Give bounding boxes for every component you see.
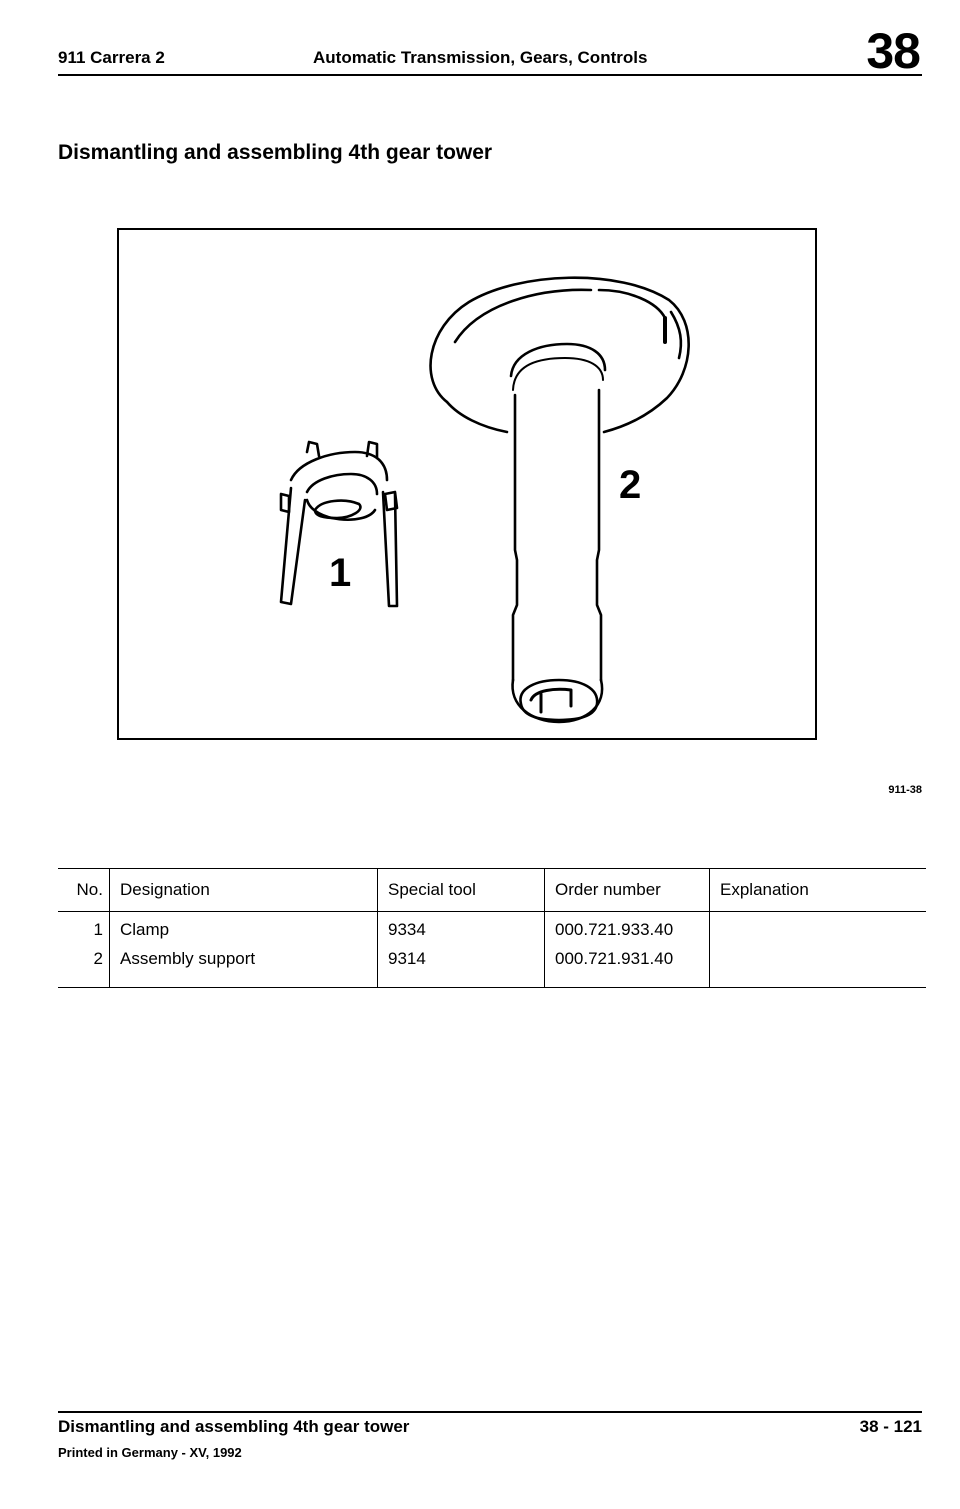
page-title: Dismantling and assembling 4th gear tower	[58, 141, 493, 164]
header-group-number: 38	[866, 23, 920, 79]
col-header-special-tool: Special tool	[378, 869, 545, 912]
col-header-order-number: Order number	[545, 869, 710, 912]
cell-special-tool: 9314	[378, 949, 545, 988]
col-header-designation: Designation	[110, 869, 378, 912]
cell-order-number: 000.721.933.40	[545, 912, 710, 950]
col-header-no: No.	[58, 869, 110, 912]
tool-drawing	[119, 230, 815, 738]
tool-illustration	[117, 228, 817, 740]
special-tools-table	[58, 868, 926, 988]
cell-explanation	[710, 912, 927, 950]
table-row	[58, 949, 926, 988]
cell-special-tool: 9334	[378, 912, 545, 950]
col-header-explanation: Explanation	[720, 880, 809, 899]
cell-no: 2	[58, 949, 110, 988]
cell-no: 1	[58, 912, 110, 950]
header-section: Automatic Transmission, Gears, Controls	[313, 48, 648, 67]
assembly-support-drawing	[431, 278, 689, 722]
printed-note: Printed in Germany - XV, 1992	[58, 1445, 242, 1460]
header-rule	[58, 74, 922, 76]
callout-2: 2	[619, 463, 642, 507]
cell-designation: Clamp	[110, 912, 378, 950]
footer-rule	[58, 1411, 922, 1413]
figure-reference: 911-38	[888, 784, 922, 796]
cell-designation: Assembly support	[110, 949, 378, 988]
footer-title: Dismantling and assembling 4th gear tower	[58, 1417, 410, 1436]
cell-order-number: 000.721.931.40	[545, 949, 710, 988]
callout-1: 1	[329, 551, 352, 595]
table-row	[58, 912, 926, 950]
table-header-row	[58, 869, 926, 912]
page-number: 38 - 121	[859, 1417, 922, 1436]
cell-explanation	[710, 949, 927, 988]
header-model: 911 Carrera 2	[58, 48, 165, 67]
